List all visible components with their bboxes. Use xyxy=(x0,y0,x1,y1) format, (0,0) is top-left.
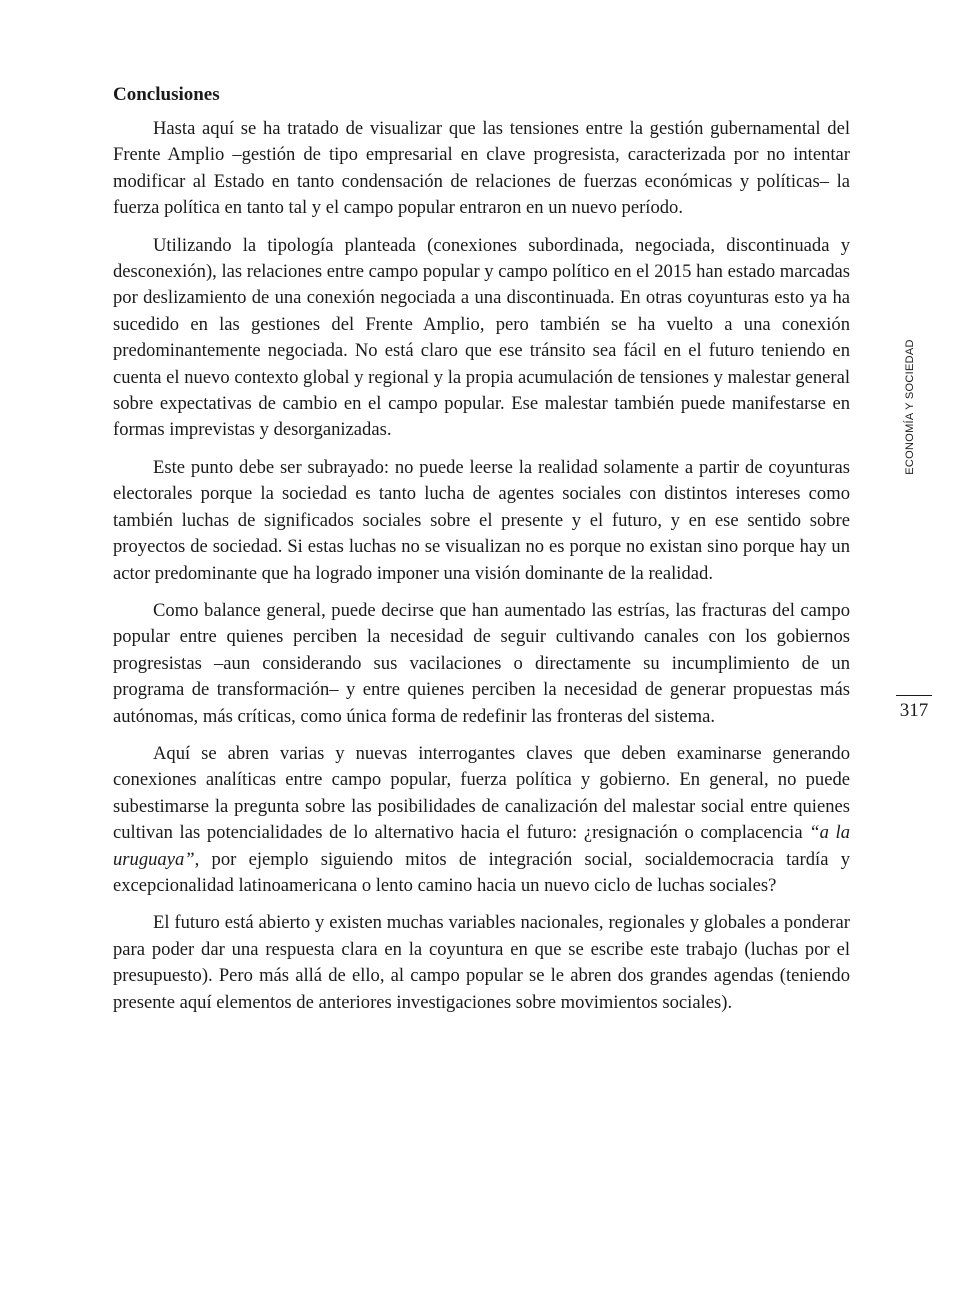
paragraph: Como balance general, puede decirse que han aumentado las estrías, las fracturas del campo popular entre quienes perciben la necesidad de seguir cultivando canales con los gobiernos progresistas –aun considerando sus vacilaciones o directamente su incumplimiento de un programa de transformación– y entre quienes perciben la necesidad de generar propuestas más autónomas, más críticas, como única forma de redefinir las fronteras del sistema. xyxy=(113,599,850,727)
paragraph: Hasta aquí se ha tratado de visualizar que las tensiones entre la gestión gubernamental del Frente Amplio –gestión de tipo empresarial en clave progresista, caracterizada por no intentar modificar al Estado en tanto condensación de relaciones de fuerzas económicas y políticas– la fuerza política en tanto tal y el campo popular entraron en un nuevo período. xyxy=(113,118,850,219)
italic-phrase: “a la uruguaya” xyxy=(113,822,851,870)
page-number: 317 xyxy=(899,700,929,721)
paragraph: El futuro está abierto y existen muchas variables nacionales, regionales y globales a ponderar para poder dar una respuesta clara en la coyuntura en que se escribe este trabajo (luchas por el presupuesto). Pero más allá de ello, al campo popular se le abren dos grandes agendas (teniendo presente aquí elementos de anteriores investigaciones sobre movimientos sociales). xyxy=(113,912,850,1013)
page-number-rule xyxy=(896,695,932,696)
paragraph-text: , por ejemplo siguiendo mitos de integración social, socialdemocracia tardía y excepcionalidad latinoamericana o lento camino hacia un nuevo ciclo de luchas sociales? xyxy=(113,848,850,896)
text-column xyxy=(113,81,850,1027)
running-header-text: ECONOMÍA Y SOCIEDAD xyxy=(904,339,916,475)
running-header xyxy=(902,332,918,482)
paragraph: Este punto debe ser subrayado: no puede leerse la realidad solamente a partir de coyunturas electorales porque la sociedad es tanto lucha de agentes sociales con distintos intereses como también luchas de significados sociales sobre el presente y el futuro, y en ese sentido sobre proyectos de sociedad. Si estas luchas no se visualizan no es porque no existan sino porque hay un actor predominante que ha logrado imponer una visión dominante de la realidad. xyxy=(113,456,850,584)
section-title: Conclusiones xyxy=(113,84,220,105)
paragraph-with-italic xyxy=(113,741,850,899)
paragraph: Utilizando la tipología planteada (conexiones subordinada, negociada, discontinuada y desconexión), las relaciones entre campo popular y campo político en el 2015 han estado marcadas por deslizamiento de una conexión negociada a una discontinuada. En otras coyunturas esto ya ha sucedido en las gestiones del Frente Amplio, pero también se ha vuelto a una conexión predominantemente negociada. No está claro que ese tránsito sea fácil en el futuro teniendo en cuenta el nuevo contexto global y regional y la propia acumulación de tensiones y malestar general sobre expectativas de cambio en el campo popular. Ese malestar también puede manifestarse en formas imprevistas y desorganizadas. xyxy=(113,234,850,441)
paragraph-text: Aquí se abren varias y nuevas interrogantes claves que deben examinarse generando conexiones analíticas entre campo popular, fuerza política y gobierno. En general, no puede subestimarse la pregunta sobre las posibilidades de canalización del malestar social entre quienes cultivan las potencialidades de lo alternativo hacia el futuro: ¿resignación o complacencia xyxy=(113,742,850,844)
